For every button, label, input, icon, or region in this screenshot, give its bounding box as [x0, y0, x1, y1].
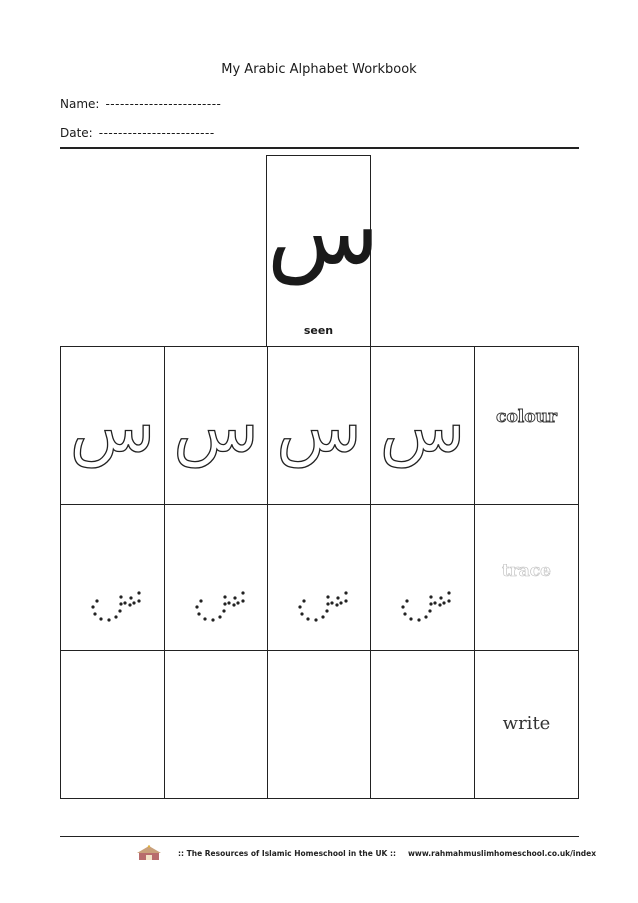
trace-cell-3[interactable] — [267, 504, 371, 651]
colour-label: colour — [496, 407, 557, 427]
name-field[interactable] — [60, 97, 221, 111]
colour-cell-1[interactable] — [60, 346, 165, 505]
header-divider — [60, 147, 579, 149]
trace-cell-2[interactable] — [164, 504, 268, 651]
outline-letter-glyph: س — [69, 386, 156, 468]
write-cell-3[interactable] — [267, 650, 371, 799]
write-label-cell — [474, 650, 579, 799]
outline-letter-glyph: س — [173, 386, 259, 468]
page-title: My Arabic Alphabet Workbook — [221, 62, 417, 77]
colour-label-cell — [474, 346, 579, 505]
dotted-letter-icon — [292, 565, 352, 625]
footer-text: :: The Resources of Islamic Homeschool in the UK :: — [178, 849, 396, 858]
colour-cell-3[interactable] — [267, 346, 371, 505]
write-label: write — [502, 713, 551, 734]
colour-cell-2[interactable] — [164, 346, 268, 505]
trace-label-cell — [474, 504, 579, 651]
footer-divider — [60, 836, 579, 837]
footer — [178, 849, 596, 858]
letter-name: seen — [303, 324, 334, 337]
date-line[interactable]: ------------------------ — [98, 126, 215, 140]
write-cell-1[interactable] — [60, 650, 165, 799]
write-cell-2[interactable] — [164, 650, 268, 799]
dotted-letter-icon — [395, 565, 455, 625]
dotted-letter-icon — [85, 565, 145, 625]
date-field[interactable] — [60, 126, 215, 140]
write-cell-4[interactable] — [370, 650, 475, 799]
date-label: Date: — [60, 126, 93, 140]
footer-url-link[interactable]: www.rahmahmuslimhomeschool.co.uk/index — [407, 849, 597, 858]
trace-cell-4[interactable] — [370, 504, 475, 651]
trace-cell-1[interactable] — [60, 504, 165, 651]
dotted-letter-icon — [189, 565, 249, 625]
main-letter-glyph: س — [267, 178, 380, 285]
name-line[interactable]: ------------------------ — [105, 97, 222, 111]
homeschool-logo-icon — [133, 845, 165, 861]
colour-cell-4[interactable] — [370, 346, 475, 505]
trace-label: trace — [502, 561, 551, 581]
outline-letter-glyph: س — [276, 386, 362, 468]
name-label: Name: — [60, 97, 100, 111]
letter-card — [266, 155, 380, 347]
outline-letter-glyph: س — [379, 386, 466, 468]
